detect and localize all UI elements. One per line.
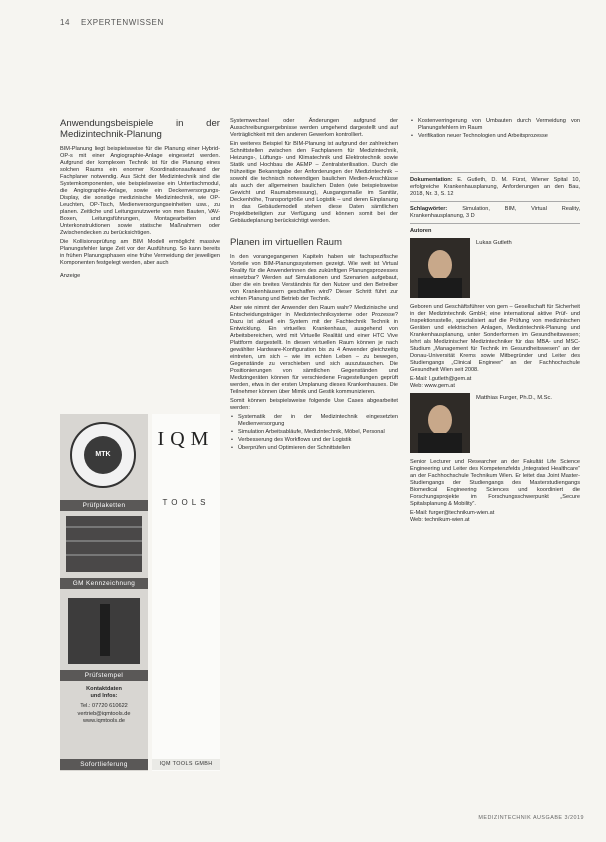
documentation-text: E. Gutleth, D. M. Fürst, Wiener Spital 10, erfolgreiche Krankenhausplanung, Anforderungen an den Bau, 2018, Nr. 3, S. 12 (410, 177, 580, 197)
author-email: E-Mail: furger@technikum-wien.at (410, 510, 495, 516)
ad-contact (60, 686, 148, 725)
use-case-list (230, 414, 398, 452)
ad-bar-stempel: Prüfstempel (60, 670, 148, 681)
section-heading: Planen im virtuellen Raum (230, 237, 342, 248)
paragraph: BIM-Planung liegt beispielsweise für die Planung einer Hybrid-OP-s mit einer Angiographie-Anlage eingesetzt werden. Aufgrund der komplexen Technik ist für die Planung eines solchen Raums ein enormer Koordinationsaufwand der Fachplaner notwendig. Aus Sicht der Medizintechnik sind die Systemkomponenten, wie beispielsweise ein Untertischmodul, die Angiographie-Anlage, sowie ein Deckenversorgungs-Display, die sonstige medizinische Medizintechnik, wie OP-Leuchten, OP-Tisch, Medienversorgungseinheiten usw., zu planen. Zeitliche und Leitungsnutzwerte von men Bauten, VAV-Boxen, Leitungsführungen, Montagearbeiten und Unterkonstruktionen sowie statische Maßnahmen oder Zwischendecken zu berücksichtigen. (60, 146, 220, 236)
contact-phone: Tel.: 07720 610622 (80, 703, 128, 710)
column-1 (60, 118, 220, 283)
label-stripe (66, 526, 142, 528)
contact-subheading: und Infos: (90, 693, 118, 700)
author-web: Web: www.gem.at (410, 383, 455, 389)
advertisement (60, 414, 220, 771)
divider (410, 172, 580, 173)
page-header (60, 18, 164, 27)
authors-heading: Autoren (410, 228, 432, 234)
documentation (410, 177, 580, 198)
paragraph: Somit können beispielsweise folgende Use Cases abgearbeitet werden: (230, 398, 398, 411)
documentation-label: Dokumentation: (410, 177, 453, 183)
paragraph: Systemwechsel oder Änderungen aufgrund der Ausschreibungsergebnisse werden umgehend dargestellt und auf Verträglichkeit mit den anderen Gewerken kontrolliert. (230, 118, 398, 138)
keywords (410, 206, 580, 220)
list-item: • Simulation Arbeitsabläufe, Medizintechnik, Möbel, Personal (238, 429, 398, 436)
list-item: • Kostenverringerung von Umbauten durch Vermeidung von Planungsfehlern im Raum (418, 118, 580, 132)
contact-web: www.iqmtools.de (83, 717, 125, 724)
divider (410, 201, 580, 202)
author-bio: Geboren und Geschäftsführer von gem – Gesellschaft für Sicherheit in der Medizintechnik GmbH; eine international aktive Prüf- und Inspektionsstelle, spezialisiert auf die Prüfung von medizinischen Geräten und elektrischen Anlagen, Medizintechnik-Planung und Krankenhausplanung, unter Sonderformen im Gesundheitswesen; lehrt als Medizinischer Medizintechniker für das MBA- und MSC-Studium „Management für Technik im Gesundheitswesen“ an der Donau-Universität Krems sowie Mitbegründer und Leiter des Studiengangs „Clinical Engineer“ an der Fachhochschule Gesundheit Wien seit 2008. (410, 304, 580, 373)
list-item: • Verbesserung des Workflows und der Logistik (238, 437, 398, 444)
brand-logo: IQM (157, 428, 215, 450)
column-3 (410, 118, 580, 524)
ad-right-panel (152, 414, 220, 771)
list-item: • Überprüfen und Optimieren der Schnittstellen (238, 445, 398, 452)
paragraph: Ein weiteres Beispiel für BIM-Planung ist aufgrund der zahlreichen Schnittstellen zwischen den Fachplanern für Medizintechnik, Heizungs-, Lüftungs- und Klimatechnik und Elektrotechnik sowie Statik und Hochbau die AEMP – Zentralsterilisation. Durch die frühzeitige Bekanntgabe der Anforderungen der Medizintechnik – sowohl die technisch notwendigen baulichen Medien-Anschlüsse als auch der allgemeinen baulichen Daten (wie beispielsweise Gewicht und Raumabmessung), Ausgangsmaße im Sanitär, Deckenhöhe, Transportgröße und Logistik – und deren Einplanung in das Gebäudemodell stehen diese Daten sämtlichen Projektbeteiligten zur Verfügung und können somit bei der Gebäudeplanung berücksichtigt werden. (230, 141, 398, 224)
contact-heading: Kontaktdaten (86, 686, 122, 692)
shirt-shape (418, 433, 462, 453)
keywords-text: Simulation, BIM, Virtual Reality, Krankenhausplanung, 3 D (410, 206, 580, 219)
ad-left-panel (60, 414, 148, 771)
brand-sub: TOOLS (162, 498, 210, 507)
page-number: 14 (60, 18, 71, 27)
badge-label: MTK (84, 436, 122, 474)
continued-list (410, 118, 580, 140)
ad-bar-plaketten: Prüfplaketten (60, 500, 148, 511)
author-web: Web: technikum-wien.at (410, 517, 470, 523)
paragraph: Die Kollisionsprüfung am BIM Modell ermöglicht massive Planungsfehler lange Zeit vor der Ausführung. So kann bereits in frühen Planungsphasen eine frühe Vermeidung der jeweiligen Komponenten festgelegt werden, aber auch (60, 239, 220, 266)
ad-bar-kennzeichnung: GM Kennzeichnung (60, 578, 148, 589)
author-photo (410, 238, 470, 298)
label-stripe (66, 540, 142, 542)
paragraph: In den vorangegangenen Kapiteln haben wir fachspezifische Vorteile von BIM-Planungssystemen gezeigt. Wie weit ist Virtual Reality für die Anwenderinnen des zukünftigen Planungsprozesses einsetzbar? Werden auf Simulationen und Szenarien aufgebaut, über die ein breites Verständnis für den Nutzer und den Betreiber von Krankenhäusern geschaffen wird? Dieser Schritt führt zur echten Planung und Betrieb der Technik. (230, 254, 398, 302)
author-email: E-Mail: l.gutleth@gem.at (410, 376, 472, 382)
label-stripe (66, 554, 142, 556)
ad-bar-lieferung: Sofortlieferung (60, 759, 148, 770)
list-item: • Systematik der in der Medizintechnik eingesetzten Medienversorgung (238, 414, 398, 428)
list-item: • Verifikation neuer Technologien und Arbeitsprozesse (418, 133, 580, 140)
shirt-shape (418, 278, 462, 298)
brand-footer: IQM TOOLS GMBH (152, 759, 220, 770)
keywords-label: Schlagwörter: (410, 206, 448, 212)
paragraph: Aber wie nimmt der Anwender den Raum wahr? Medizinische und Entscheidungsträger in Medizintechniksysteme oder Prozesse? Dazu ist aktuell ein System mit der Fachtechnik Technik in Entwicklung. Ein virtuelles Krankenhaus, ausgehend von Arbeitsbereichen, wird mit Virtuelle Realität und einer HTC Vive Plattform dargestellt. In diesen virtuellen Raum können je nach gewählter Hardware-Konfiguration bis zu 4 Anwender gleichzeitig eintreten, um sich – wie im echten Leben – zu bewegen, Gegenstände zu verschieben und sich auszutauschen. Die Positionierungen von sämtlichen Gegenständen und Medizingeräten können für verschiedene Fragestellungen geprüft werden, etwa in der ersten Umplanung dieses Krankenhauses. Die Teilnehmer können über Mimik und Gestik kommunizieren. (230, 305, 398, 395)
page-footer: MEDIZINTECHNIK AUSGABE 3/2019 (478, 815, 584, 821)
author-bio: Senior Lecturer und Researcher an der Fakultät Life Science Engineering und Leiter des Kompetenzfelds „Integrated Healthcare“ an der Fachhochschule Technikum Wien. Er leitet das Joint Master-Studiengangs der Studiengangs des Masterstudiengangs Biomedical Engineering Sciences und koordiniert die Forschungsprojekte im Forschungsschwerpunkt „Secure Spitalsplanung & Mobility“. (410, 459, 580, 507)
labels-image (66, 516, 142, 572)
divider (410, 223, 580, 224)
article-heading: Anwendungsbeispiele in der Medizintechnik-Planung (60, 118, 220, 140)
badge-icon (70, 422, 136, 488)
face-icon (428, 405, 452, 435)
author-name: Matthias Furger, Ph.D., M.Sc. (476, 395, 553, 401)
author-1 (410, 238, 580, 300)
author-name: Lukas Gutleth (476, 240, 512, 246)
section-title: EXPERTENWISSEN (80, 18, 164, 27)
face-icon (428, 250, 452, 280)
ad-label: Anzeige (60, 273, 81, 279)
contact-email: vertrieb@iqmtools.de (77, 710, 131, 717)
stamp-image (68, 598, 140, 664)
column-2 (230, 118, 398, 453)
author-2 (410, 393, 580, 455)
author-photo (410, 393, 470, 453)
stamp-icon (100, 604, 110, 656)
